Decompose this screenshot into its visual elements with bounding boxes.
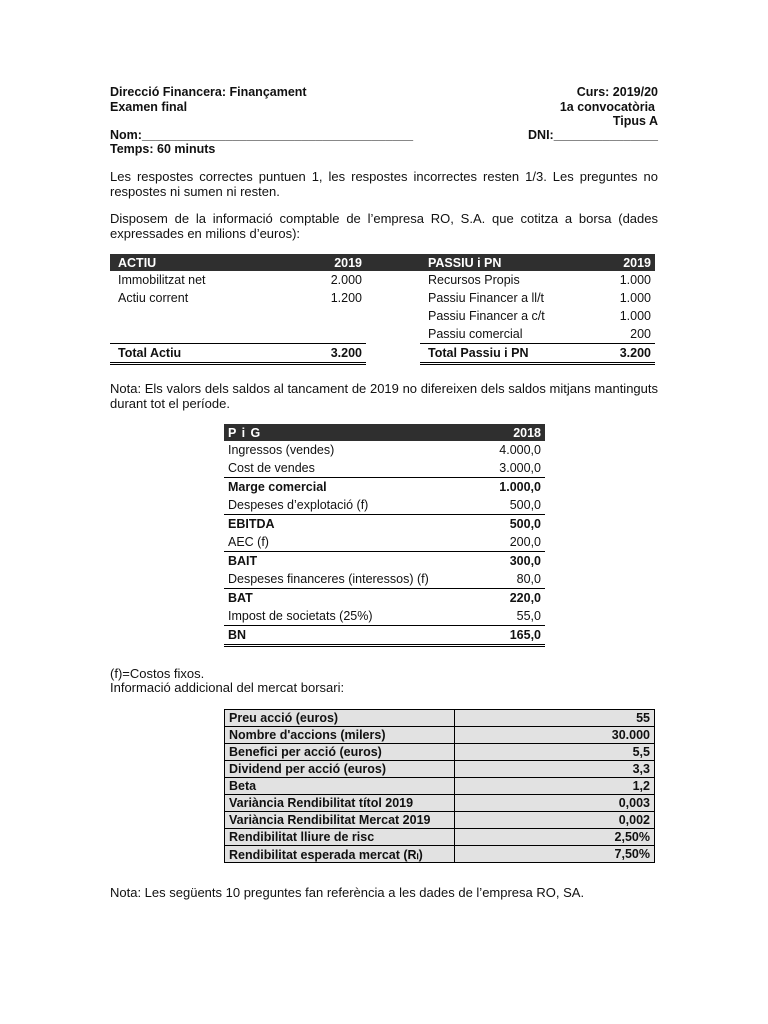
pig-row: [224, 496, 545, 515]
pig-value: 300,0: [509, 554, 541, 568]
market-value: 5,5: [455, 744, 655, 761]
pig-table: [224, 424, 545, 647]
header-row-3: [110, 114, 658, 129]
pig-value: 55,0: [483, 607, 545, 626]
pig-row: [224, 589, 545, 608]
pig-value: 1.000,0: [499, 480, 541, 494]
course-name: Direcció Financera: Finançament: [110, 85, 307, 99]
exam-variant: Tipus A: [612, 114, 658, 128]
passiu-year: 2019: [592, 254, 655, 271]
pig-label: Cost de vendes: [224, 459, 483, 478]
passiu-label: Passiu Financer a c/t: [428, 309, 545, 323]
actiu-header: ACTIU: [110, 254, 292, 271]
pig-label: Marge comercial: [228, 480, 327, 494]
market-value: 7,50%: [455, 846, 655, 863]
pig-value: 165,0: [483, 626, 545, 646]
market-label: Beta: [225, 778, 455, 795]
market-value: 55: [455, 710, 655, 727]
market-row: [225, 710, 655, 727]
pig-value: 200,0: [483, 533, 545, 552]
pig-row: [224, 515, 545, 534]
pig-value: 3.000,0: [483, 459, 545, 478]
total-passiu-value: 3.200: [592, 344, 655, 364]
pig-row: [224, 533, 545, 552]
market-intro: Informació addicional del mercat borsari:: [110, 680, 345, 695]
header-row-5: [110, 142, 658, 157]
pig-label: BN: [224, 626, 483, 646]
market-row: [225, 829, 655, 846]
actiu-label: Actiu corrent: [118, 291, 189, 305]
market-label: Variància Rendibilitat títol 2019: [225, 795, 455, 812]
pig-row: [224, 626, 545, 646]
market-label: Nombre d'accions (milers): [225, 727, 455, 744]
market-row: [225, 846, 655, 863]
passiu-value: 1.000: [619, 291, 651, 305]
market-label: Rendibilitat lliure de risc: [225, 829, 455, 846]
market-row: [225, 761, 655, 778]
market-value: 2,50%: [455, 829, 655, 846]
name-field[interactable]: Nom:_______________________________________: [110, 128, 414, 142]
header-row-2: [110, 100, 658, 115]
balance-header-row: [110, 254, 655, 271]
market-info-table: [224, 709, 655, 863]
market-row: [225, 795, 655, 812]
total-passiu-label: Total Passiu i PN: [420, 344, 592, 364]
pig-header-row: [224, 424, 545, 441]
pig-row: [224, 441, 545, 459]
pig-label: BAIT: [228, 554, 258, 568]
exam-type: Examen final: [110, 100, 188, 114]
pig-year: 2018: [483, 424, 545, 441]
passiu-value: 200: [630, 327, 651, 341]
pig-header: P i G: [224, 424, 483, 441]
total-actiu-label: Total Actiu: [110, 344, 292, 364]
passiu-header: PASSIU i PN: [420, 254, 592, 271]
passiu-value: 1.000: [619, 273, 651, 287]
pig-value: 500,0: [509, 517, 541, 531]
pig-label: BAT: [228, 591, 253, 605]
actiu-value: [292, 325, 366, 344]
market-value: 3,3: [455, 761, 655, 778]
pig-row: [224, 552, 545, 571]
actiu-value: 2.000: [330, 273, 362, 287]
balance-sheet-table: [110, 254, 655, 365]
balance-row: [110, 307, 655, 325]
passiu-label: Recursos Propis: [428, 273, 520, 287]
market-label: Rendibilitat esperada mercat (Rₗ): [225, 846, 455, 863]
balance-row: [110, 289, 655, 307]
note-balances: Nota: Els valors dels saldos al tancament de 2019 no difereixen dels saldos mitjans mantinguts durant tot el període.: [110, 381, 658, 411]
scoring-instructions: Les respostes correctes puntuen 1, les respostes incorrectes resten 1/3. Les preguntes no respostes ni sumen ni resten.: [110, 169, 658, 199]
pig-row: [224, 459, 545, 478]
header-row-1: [110, 85, 658, 100]
market-label: Variància Rendibilitat Mercat 2019: [225, 812, 455, 829]
pig-label: Impost de societats (25%): [224, 607, 483, 626]
pig-row: [224, 478, 545, 497]
pig-label: EBITDA: [228, 517, 275, 531]
balance-total-row: [110, 344, 655, 364]
market-label: Benefici per acció (euros): [225, 744, 455, 761]
market-label: Dividend per acció (euros): [225, 761, 455, 778]
header-row-4: [110, 128, 658, 143]
market-row: [225, 812, 655, 829]
market-value: 30.000: [455, 727, 655, 744]
pig-value: 220,0: [509, 591, 541, 605]
market-row: [225, 727, 655, 744]
pig-row: [224, 607, 545, 626]
dni-field[interactable]: DNI:_______________: [528, 128, 658, 142]
data-intro: Disposem de la informació comptable de l’empresa RO, S.A. que cotitza a borsa (dades expressades en milions d’euros):: [110, 211, 658, 241]
market-value: 1,2: [455, 778, 655, 795]
convocatoria: 1a convocatòria: [559, 100, 655, 114]
balance-row: [110, 271, 655, 289]
pig-value: 4.000,0: [499, 443, 541, 457]
total-actiu-value: 3.200: [292, 344, 366, 364]
actiu-year: 2019: [292, 254, 366, 271]
actiu-value: [292, 307, 366, 325]
pig-row: [224, 570, 545, 589]
market-value: 0,003: [455, 795, 655, 812]
market-label: Preu acció (euros): [225, 710, 455, 727]
note-questions: Nota: Les següents 10 preguntes fan referència a les dades de l’empresa RO, SA.: [110, 885, 585, 900]
passiu-label: Passiu comercial: [428, 327, 523, 341]
passiu-label: Passiu Financer a ll/t: [428, 291, 545, 305]
actiu-value: 1.200: [330, 291, 362, 305]
market-row: [225, 744, 655, 761]
pig-label: Ingressos (vendes): [228, 443, 335, 457]
exam-duration: Temps: 60 minuts: [110, 142, 216, 156]
course-year: Curs: 2019/20: [576, 85, 658, 99]
market-value: 0,002: [455, 812, 655, 829]
pig-label: Despeses financeres (interessos) (f): [224, 570, 483, 589]
market-row: [225, 778, 655, 795]
pig-value: 80,0: [483, 570, 545, 589]
pig-label: Despeses d’explotació (f): [224, 496, 483, 515]
actiu-label: [110, 307, 292, 325]
actiu-label: Immobilitzat net: [118, 273, 206, 287]
pig-label: AEC (f): [224, 533, 483, 552]
fixed-costs-note: (f)=Costos fixos.: [110, 666, 205, 681]
actiu-label: [110, 325, 292, 344]
balance-row: [110, 325, 655, 344]
pig-value: 500,0: [483, 496, 545, 515]
passiu-value: 1.000: [619, 309, 651, 323]
